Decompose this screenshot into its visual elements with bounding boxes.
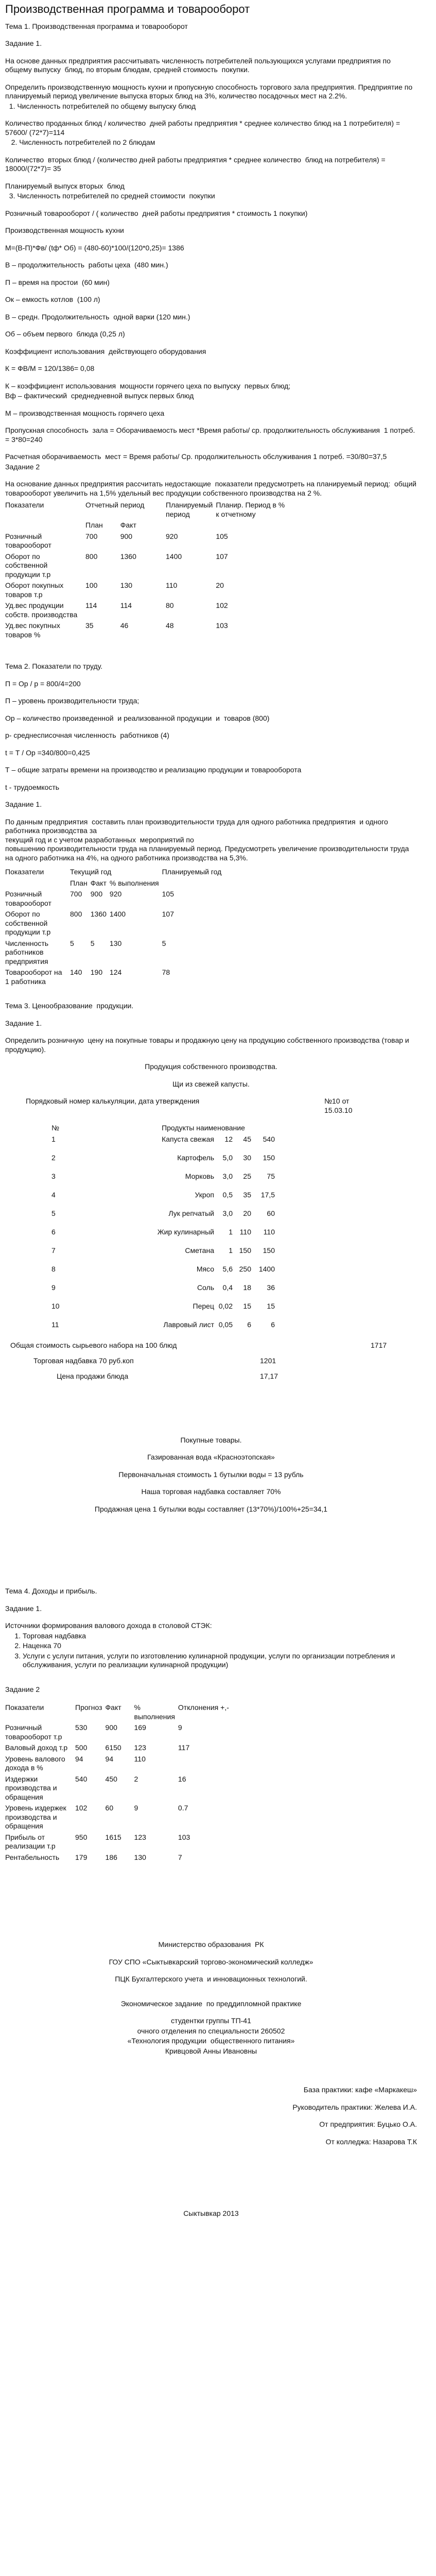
table-row (51, 1227, 278, 1245)
table-cell: 0,4 (222, 1283, 233, 1292)
table-cell: 900 (105, 1723, 117, 1732)
table-cell: Рентабельность (5, 1853, 60, 1861)
table-row (5, 580, 291, 600)
table-cell: Лук репчатый (168, 1209, 214, 1217)
table-cell: 17,5 (260, 1190, 275, 1199)
table-header-cell: План (70, 878, 88, 887)
table-cell: 150 (263, 1153, 275, 1162)
table-cell: 3,0 (222, 1209, 233, 1217)
table-row (5, 1754, 238, 1774)
table-cell: 130 (120, 581, 133, 590)
price-value: 17,17 (260, 1371, 278, 1380)
paragraph: Количество вторых блюд / (количество дней работы предприятия * среднее количество блюд на потребителя) = 18000/(72*7)= 35 (5, 155, 388, 173)
table-header-cell: Текущий год (70, 868, 112, 876)
table-cell: 130 (109, 939, 122, 947)
table-row (5, 551, 291, 581)
table-cell: 5 (70, 939, 74, 947)
specialty-name: «Технология продукции общественного питания» (127, 2037, 295, 2045)
paragraph: Т – общие затраты времени на производство и реализацию продукции и товарооборота (5, 766, 302, 774)
table-cell: 103 (178, 1833, 190, 1841)
table-cell: 700 (70, 890, 82, 899)
table-cell: 107 (162, 910, 174, 919)
table-subheader-row (5, 878, 227, 889)
paragraph: 2. Численность потребителей по 2 блюдам (5, 138, 155, 147)
table-cell: 102 (216, 601, 228, 610)
table-cell: 530 (75, 1723, 88, 1732)
table-cell: 1360 (90, 910, 107, 919)
paragraph: 1. Численность потребителей по общему выпуску блюд (5, 101, 196, 110)
task-1-label: Задание 1. (5, 800, 42, 809)
price-row (5, 1369, 417, 1384)
table-cell: 3 (51, 1172, 56, 1180)
table-cell: 0,5 (222, 1190, 233, 1199)
table-cell: 5,6 (222, 1264, 233, 1273)
formula: К = ФВ/М = 120/1386= 0,08 (5, 364, 95, 373)
table-cell: 10 (51, 1301, 60, 1310)
table-cell: 20 (243, 1209, 251, 1217)
table-cell: 900 (90, 890, 103, 899)
table-cell: 169 (134, 1723, 146, 1732)
table-labor (5, 867, 227, 987)
table-cell: 1615 (105, 1833, 121, 1841)
department-name: ПЦК Бухгалтерского учета и инновационных технологий. (115, 1975, 307, 1984)
paragraph: Определить производственную мощность кухни и пропускную способность торгового зала предприятия. Предприятие по планируемый период увеличение выпуска вторых блюд на 3%, количество посадочных мест на 2.2%. (5, 82, 415, 100)
table-header-cell: Показатели (5, 868, 44, 876)
table-row (5, 1742, 238, 1754)
table-cell: Укроп (195, 1190, 214, 1199)
topic-2-heading: Тема 2. Показатели по труду. (5, 662, 103, 671)
table-cell: Розничный товарооборот (5, 890, 51, 907)
table-header-cell: % выполнения (109, 878, 159, 887)
table-cell: Издержки производства и обращения (5, 1774, 57, 1801)
paragraph: Газированная вода «Красноэтопская» (147, 1453, 275, 1462)
price-label: Цена продажи блюда (57, 1371, 129, 1380)
list-item: 3. Услуги с услуги питания, услуги по изготовлению кулинарной продукции, услуги по организации потребления и обслуживания, услуги по реализации кулинарной продукции) (23, 1652, 417, 1670)
task-1-label: Задание 1. (5, 39, 42, 48)
paragraph: Ок – емкость котлов (100 л) (5, 295, 100, 304)
table-cell: 6150 (105, 1743, 121, 1752)
page-title: Производственная программа и товарооборот (5, 3, 250, 15)
table-cell: 123 (134, 1743, 146, 1752)
table-cell: 250 (239, 1264, 251, 1273)
table-cell: 110 (239, 1227, 251, 1236)
table-cell: 150 (239, 1246, 251, 1255)
table-cell: Сметана (185, 1246, 214, 1255)
task-2-label: Задание 2 (5, 1685, 40, 1693)
table-cell: 103 (216, 621, 228, 630)
table-cell: 18 (243, 1283, 251, 1292)
paragraph: М – производственная мощность горячего цеха (5, 409, 165, 417)
table-cell: Морковь (185, 1172, 214, 1180)
formula: П = Ор / р = 800/4=200 (5, 679, 81, 688)
table-header-cell: Факт (105, 1703, 121, 1712)
subheading: Покупные товары. (180, 1435, 242, 1444)
table-cell: 4 (51, 1190, 56, 1199)
table-cell: Картофель (177, 1153, 214, 1162)
table-cell: 9 (134, 1804, 138, 1812)
table-header-cell: Показатели (5, 501, 44, 510)
table-cell: 0.7 (178, 1804, 188, 1812)
table-income (5, 1702, 238, 1863)
table-header-cell: План (85, 521, 103, 530)
table-cell: 140 (70, 968, 82, 977)
markup-row (5, 1353, 417, 1369)
table-cell: 110 (263, 1227, 275, 1236)
table-cell: 123 (134, 1833, 146, 1841)
table-cell: 1400 (109, 910, 126, 919)
table-cell: 78 (162, 968, 170, 977)
table-cell: Розничный товарооборот т.р (5, 1723, 62, 1741)
table-header-cell: Планир. Период в % к отчетному (216, 501, 285, 518)
table-header-cell (216, 520, 291, 531)
table-cell: 700 (85, 532, 98, 540)
table-row (51, 1282, 278, 1301)
paragraph: Пропускная способность зала = Оборачиваемость мест *Время работы/ ср. продолжительность обслуживания 1 потреб. = 3*80=240 (5, 426, 419, 444)
paragraph: На основание данных предприятия рассчитать недостающие показатели предусмотреть на планируемый период: общий товарооборот увеличить на 1,5% удельный вес продукции собственного производства на 2 %. (5, 480, 418, 497)
table-header-cell: Прогноз (75, 1703, 102, 1712)
student-group: студентки группы ТП-41 (171, 2016, 251, 2025)
table-cell: 9 (51, 1283, 56, 1292)
table-header-cell: Отклонения +,- (178, 1703, 229, 1712)
cost-row (5, 1338, 417, 1353)
table-cell: 35 (85, 621, 94, 630)
table-row (51, 1245, 278, 1264)
table-header-cell: % выполнения (134, 1703, 175, 1721)
table-header-cell (5, 878, 70, 889)
table-cell: 6 (247, 1320, 251, 1329)
table-cell: 105 (216, 532, 228, 540)
paragraph: р- среднесписочная численность работников (4) (5, 731, 169, 740)
practice-base: База практики: кафе «Маркакеш» (303, 2086, 417, 2094)
table-cell: 124 (109, 968, 122, 977)
table-cell: 107 (216, 552, 228, 561)
table-cell: 1 (229, 1227, 233, 1236)
table-row (51, 1319, 278, 1338)
table-cell: 1360 (120, 552, 136, 561)
table-cell: 25 (243, 1172, 251, 1180)
table-cell: 45 (243, 1134, 251, 1143)
table-cell: 800 (70, 910, 82, 919)
table-cell: 94 (75, 1754, 83, 1763)
paragraph: Об – объем первого блюда (0,25 л) (5, 330, 125, 338)
formula: М=(В-П)*Фв/ (tф* Об) = (480-60)*100/(120*0,25)= 1386 (5, 243, 184, 252)
table-cell: 0,02 (218, 1301, 233, 1310)
table-row (51, 1190, 278, 1208)
table-cell: Уровень издержек производства и обращения (5, 1804, 66, 1831)
table-cell: 15 (243, 1301, 251, 1310)
table-cell: 117 (178, 1743, 190, 1752)
table-cell: 110 (134, 1754, 146, 1763)
table-header-cell: Показатели (5, 1703, 44, 1712)
paragraph: Первоначальная стоимость 1 бутылки воды = 13 рубль (118, 1470, 304, 1479)
table-cell: Перец (193, 1301, 214, 1310)
table-cell: 190 (90, 968, 103, 977)
task-1-label: Задание 1. (5, 1019, 42, 1027)
table-row (51, 1171, 278, 1190)
paragraph: Определить розничную цену на покупные товары и продажную цену на продукцию собственного производства (товар и продукцию). (5, 1036, 411, 1054)
list-item: 2. Наценка 70 (23, 1641, 417, 1651)
table-cell: 186 (105, 1853, 117, 1861)
department-specialty: очного отделения по специальности 260502 (137, 2026, 285, 2035)
table-cell: Уровень валового дохода в % (5, 1754, 65, 1772)
table-cell: 5 (162, 939, 166, 947)
paragraph: К – коэффициент использования мощности горячего цеха по выпуску первых блюд; (5, 381, 291, 390)
table-header-cell: Факт (90, 878, 107, 887)
paragraph: Розничный товарооборот / ( количество дней работы предприятия * стоимость 1 покупки) (5, 209, 308, 217)
table-cell: 30 (243, 1153, 251, 1162)
table-cell: 900 (120, 532, 133, 540)
table-cell: 1400 (258, 1264, 275, 1273)
table-cell: Уд.вес продукции собств. производства (5, 601, 78, 619)
table-cell: 6 (271, 1320, 275, 1329)
table-cell: 75 (267, 1172, 275, 1180)
table-cell: 7 (178, 1853, 182, 1861)
table-cell: 36 (267, 1283, 275, 1292)
table-cell: Уд.вес покупных товаров % (5, 621, 60, 639)
paragraph: Ор – количество произведенной и реализованной продукции и товаров (800) (5, 714, 270, 722)
table-row (51, 1208, 278, 1227)
table-cell: 60 (105, 1804, 114, 1812)
table-header-cell (166, 520, 216, 531)
table-cell: 500 (75, 1743, 88, 1752)
table-cell: Товарооборот на 1 работника (5, 968, 62, 986)
table-header-cell: Отчетный период (85, 501, 145, 510)
table-header-cell (162, 878, 227, 889)
income-sources-list (5, 1632, 417, 1670)
table-row (51, 1264, 278, 1282)
table-cell: 6 (51, 1227, 56, 1236)
table-row (5, 889, 227, 909)
table-row (5, 967, 227, 987)
table-cell: 114 (85, 601, 97, 610)
subheading: Продукция собственного производства. (145, 1062, 277, 1071)
task-1-label: Задание 1. (5, 1604, 42, 1613)
table-cell: 110 (166, 581, 178, 590)
table-cell: 920 (166, 532, 178, 540)
table-cell: 1 (229, 1246, 233, 1255)
assignment-title: Экономическое задание по преддипломной практике (120, 1999, 302, 2008)
student-name: Кривцовой Анны Ивановны (165, 2046, 257, 2055)
table-cell: 5 (90, 939, 95, 947)
table-cell: 7 (51, 1246, 56, 1255)
table-cell: Оборот по собственной продукции т.р (5, 552, 51, 579)
table-cell: 2 (134, 1774, 138, 1783)
table-cell: 11 (51, 1320, 59, 1329)
table-cell: 0,05 (218, 1320, 233, 1329)
table-row (5, 1774, 238, 1803)
table-cell: 5,0 (222, 1153, 233, 1162)
table-cell: 1 (51, 1134, 56, 1143)
table-cell: Прибыль от реализации т.р (5, 1833, 56, 1851)
table-row (5, 1832, 238, 1852)
table-header-cell: Продукты наименование (162, 1124, 245, 1132)
table-cell: 9 (178, 1723, 182, 1732)
paragraph: В – продолжительность работы цеха (480 мин.) (5, 261, 168, 269)
paragraph: В – средн. Продолжительность одной варки (120 мин.) (5, 312, 190, 321)
document (5, 2, 417, 2219)
table-recipe (51, 1123, 278, 1338)
paragraph: Производственная мощность кухни (5, 226, 124, 235)
table-cell: Розничный товарооборот (5, 532, 51, 550)
table-cell: 5 (51, 1209, 56, 1217)
table-header-row (5, 867, 227, 878)
topic-1-heading: Тема 1. Производственная программа и товарооборот (5, 22, 188, 30)
practice-supervisor: Руководитель практики: Желева И.А. (292, 2103, 417, 2111)
topic-4-heading: Тема 4. Доходы и прибыль. (5, 1587, 97, 1596)
table-cell: 179 (75, 1853, 88, 1861)
table-row (5, 938, 227, 968)
table-cell: Мясо (196, 1264, 214, 1273)
table-row (51, 1153, 278, 1171)
formula: t = Т / Ор =340/800=0,425 (5, 748, 90, 757)
calc-number-label: Порядковый номер калькуляции, дата утверждения (26, 1097, 200, 1106)
table-subheader-row (5, 520, 291, 531)
paragraph: Количество проданных блюд / количество дней работы предприятия * среднее количество блюд на 1 потребителя) = 57600/ (72*7)=114 (5, 119, 403, 137)
table-cell: 800 (85, 552, 98, 561)
paragraph: 3. Численность потребителей по средней стоимости покупки (5, 192, 215, 200)
table-cell (178, 1754, 238, 1774)
paragraph: Источники формирования валового дохода в столовой СТЭК: (5, 1621, 212, 1630)
table-header-cell: Планируемый год (162, 868, 222, 876)
calc-number-row (5, 1097, 417, 1115)
table-header-cell (5, 520, 85, 531)
table-cell: 920 (109, 890, 122, 899)
table-cell: 16 (178, 1774, 186, 1783)
cost-value: 1717 (371, 1341, 387, 1349)
table-row (51, 1134, 278, 1153)
table-cell: 100 (85, 581, 98, 590)
table-cell: Оборот по собственной продукции т.р (5, 910, 51, 937)
table-cell: 48 (166, 621, 174, 630)
cost-label: Общая стоимость сырьевого набора на 100 блюд (10, 1341, 177, 1349)
enterprise-supervisor: От предприятия: Буцько О.А. (319, 2120, 417, 2129)
table-cell: 35 (243, 1190, 251, 1199)
table-cell: 3,0 (222, 1172, 233, 1180)
table-cell: 1400 (166, 552, 182, 561)
task-2-label: Задание 2 (5, 462, 40, 471)
paragraph: t - трудоемкость (5, 783, 60, 791)
table-cell: Жир кулинарный (157, 1227, 214, 1236)
table-cell: Оборот покупных товаров т.р (5, 581, 64, 599)
paragraph: Планируемый выпуск вторых блюд (5, 181, 125, 190)
paragraph: По данным предприятия составить план производительности труда для одного работника предприятия и одного работника производства за текущий год и с учетом разработанных мероприятий по повышению производительности труда на планируемый период. Предусмотреть увеличение производительности труда на одного работника на 4%, на одного работника производства на 5,3%. (5, 817, 409, 862)
dish-name: Щи из свежей капусты. (172, 1079, 250, 1088)
paragraph: Продажная цена 1 бутылки воды составляет (13*70%)/100%+25=34,1 (94, 1504, 328, 1513)
table-cell: 8 (51, 1264, 56, 1273)
table-header-row (5, 500, 291, 520)
table-cell: 540 (75, 1774, 88, 1783)
table-cell: Лавровый лист (163, 1320, 214, 1329)
table-cell: 150 (263, 1246, 275, 1255)
table-cell: 60 (267, 1209, 275, 1217)
table-cell: 80 (166, 601, 174, 610)
table-row (5, 531, 291, 551)
table-cell: 94 (105, 1754, 114, 1763)
table-row (5, 600, 291, 620)
table-header-cell: № (51, 1124, 60, 1132)
table-cell: 450 (105, 1774, 117, 1783)
table-header-cell: Планируемый период (166, 501, 213, 518)
table-cell: 20 (216, 581, 224, 590)
markup-value: 1201 (260, 1356, 276, 1365)
paragraph: Коэффициент использования действующего оборудования (5, 347, 206, 355)
table-row (5, 909, 227, 938)
table-cell: 46 (120, 621, 129, 630)
table-cell: 102 (75, 1804, 88, 1812)
list-item: 1. Торговая надбавка (23, 1632, 417, 1641)
table-header-row (5, 1702, 238, 1722)
table-cell: 105 (162, 890, 174, 899)
topic-3-heading: Тема 3. Ценообразование продукции. (5, 1002, 134, 1010)
table-plan-period (5, 500, 291, 640)
ministry: Министерство образования РК (158, 1940, 264, 1949)
table-row (5, 1852, 238, 1863)
table-cell: Численность работников предприятия (5, 939, 49, 965)
table-cell: 130 (134, 1853, 146, 1861)
paragraph: Расчетная оборачиваемость мест = Время работы/ Ср. продолжительность обслуживания 1 потреб. =30/80=37,5 (5, 452, 387, 461)
paragraph: Наша торговая надбавка составляет 70% (141, 1487, 281, 1496)
table-row (5, 620, 291, 640)
table-cell: Валовый доход т.р (5, 1743, 68, 1752)
paragraph: П – время на простои (60 мин) (5, 278, 110, 286)
city-year: Сыктывкар 2013 (183, 2209, 239, 2218)
table-cell: 114 (120, 601, 132, 610)
paragraph: На основе данных предприятия рассчитывать численность потребителей пользующихся услугами предприятия по общему выпуску блюд, по вторым блюдам, средней стоимость покупки. (5, 56, 393, 74)
table-header-row (51, 1123, 278, 1134)
college-name: ГОУ СПО «Сыктывкарский торгово-экономический колледж» (109, 1957, 313, 1966)
calc-number-value: №10 от 15.03.10 (324, 1097, 353, 1114)
table-header-cell: Факт (120, 521, 136, 530)
table-cell: 950 (75, 1833, 88, 1841)
table-cell: 15 (267, 1301, 275, 1310)
table-cell: 2 (51, 1153, 56, 1162)
table-cell: 540 (263, 1134, 275, 1143)
paragraph: Вф – фактический среднедневной выпуск первых блюд (5, 392, 194, 400)
table-row (5, 1803, 238, 1832)
table-row (51, 1301, 278, 1319)
table-cell: Соль (197, 1283, 214, 1292)
paragraph: П – уровень производительности труда; (5, 697, 139, 705)
markup-label: Торговая надбавка 70 руб.коп (33, 1356, 134, 1365)
table-row (5, 1722, 238, 1742)
table-cell: Капуста свежая (162, 1134, 214, 1143)
college-supervisor: От колледжа: Назарова Т.К (325, 2137, 417, 2146)
table-cell: 12 (224, 1134, 233, 1143)
